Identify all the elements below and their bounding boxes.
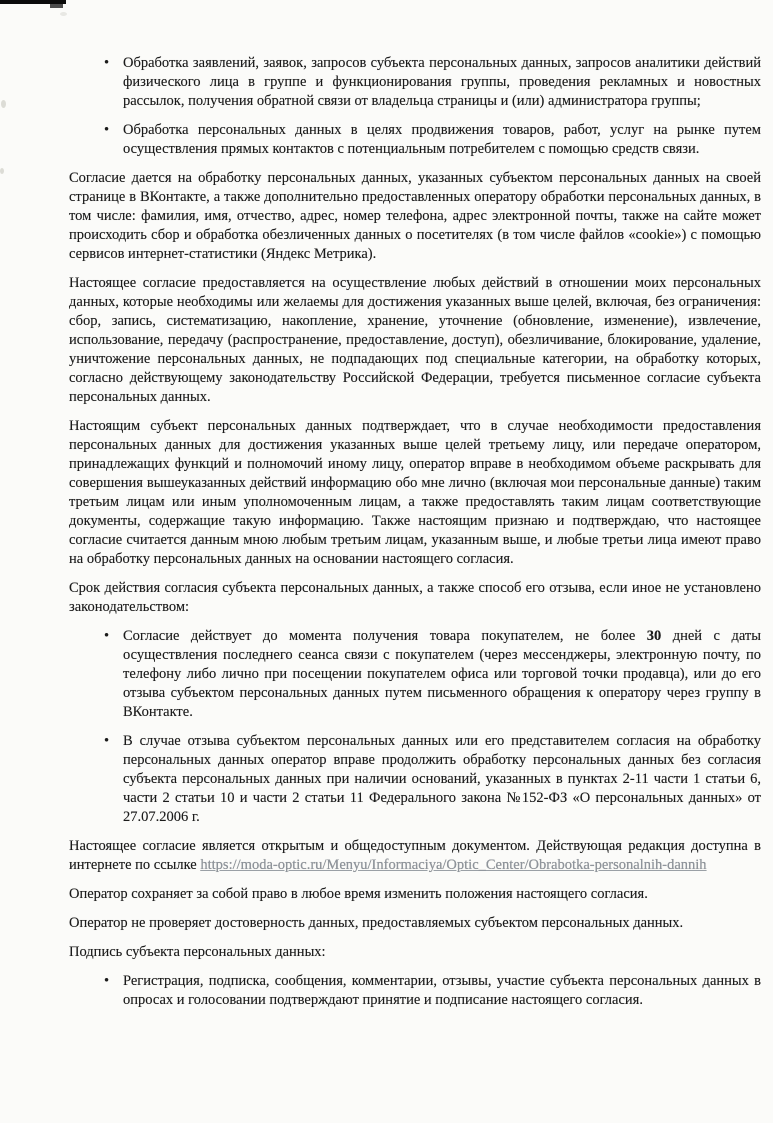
paragraph-operator-change-right: Оператор сохраняет за собой право в любое время изменить положения настоящего согласия.: [69, 886, 648, 902]
paragraph-signature-heading: Подпись субъекта персональных данных:: [69, 944, 326, 960]
paragraph-text: Настоящее согласие является открытым и общедоступным документом. Действующая редакция доступна в интернете по ссылке: [69, 838, 761, 873]
paragraph-operator-no-verify: Оператор не проверяет достоверность данных, предоставляемых субъектом персональных данных.: [69, 915, 684, 931]
bullet-text: Регистрация, подписка, сообщения, комментарии, отзывы, участие субъекта персональных данных в опросах и голосовании подтверждают принятие и подписание настоящего согласия.: [123, 973, 761, 1008]
bullet-item-promotion: [104, 121, 761, 159]
scan-speck: [0, 168, 4, 174]
document-link[interactable]: https://moda-optic.ru/Menyu/Informaciya/Optic_Center/Obrabotka-personalnih-dannih: [200, 857, 707, 873]
bullet-icon: •: [104, 733, 110, 749]
scan-artifact-mark: [0, 0, 66, 4]
paragraph-consent-scope: Согласие дается на обработку персональных данных, указанных субъектом персональных данных на своей странице в ВКонтакте, а также дополнительно предоставленных оператору обработки персональных данных, в том числе: фамилия, имя, отчество, адрес, номер телефона, адрес электронной почты, также на сайте может происходить сбор и обработка обезличенных данных о посетителях (в том числе файлов «cookie») с помощью сервисов интернет-статистики (Яндекс Метрика).: [69, 170, 761, 262]
bullet-text-pre: Согласие действует до момента получения товара покупателем, не более: [123, 628, 647, 644]
paragraph-third-parties: Настоящим субъект персональных данных подтверждает, что в случае необходимости предоставления персональных данных для достижения указанных выше целей третьему лицу, или передаче оператором, принадлежащих функций и полномочий иному лицу, оператор вправе в необходимом объеме раскрывать для совершения вышеуказанных действий информацию обо мне лично (включая мои персональные данные) таким третьим лицам или иным уполномоченным лицам, а также предоставлять таким лицам соответствующие документы, содержащие такую информацию. Также настоящим признаю и подтверждаю, что настоящее согласие считается данным мною любым третьим лицам, указанным выше, и любые третьи лица имеют право на обработку персональных данных на основании настоящего согласия.: [69, 418, 761, 567]
paragraph-open-document: [69, 837, 761, 875]
bold-days-count: 30: [646, 628, 662, 644]
bullet-item-signature-confirmation: [104, 972, 761, 1010]
bullet-icon: •: [104, 628, 110, 644]
bullet-icon: •: [104, 55, 110, 71]
paragraph-validity-intro: Срок действия согласия субъекта персональных данных, а также способ его отзыва, если иное не установлено законодательством:: [69, 580, 761, 615]
scan-speck: [60, 12, 67, 16]
bullet-icon: •: [104, 973, 110, 989]
document-content: [69, 54, 761, 1020]
bullet-text: В случае отзыва субъектом персональных данных или его представителем согласия на обработку персональных данных оператор вправе продолжить обработку персональных данных без согласия субъекта персональных данных при наличии оснований, указанных в пунктах 2-11 части 1 статьи 6, части 2 статьи 10 и части 2 статьи 11 Федерального закона №152-ФЗ «О персональных данных» от 27.07.2006 г.: [123, 733, 761, 825]
paragraph-actions-allowed: Настоящее согласие предоставляется на осуществление любых действий в отношении моих персональных данных, которые необходимы или желаемы для достижения указанных выше целей, включая, без ограничения: сбор, запись, систематизацию, накопление, хранение, уточнение (обновление, изменение), извлечение, использование, передачу (распространение, предоставление, доступ), обезличивание, блокирование, удаление, уничтожение персональных данных, не подпадающих под специальные категории, на обработку которых, согласно действующему законодательству Российской Федерации, требуется письменное согласие субъекта персональных данных.: [69, 275, 761, 405]
bullet-icon: •: [104, 122, 110, 138]
bullet-item-withdrawal: [104, 732, 761, 827]
bullet-text-post: дней с даты осуществления последнего сеанса связи с покупателем (через мессенджеры, электронную почту, по телефону либо лично при посещении покупателем офиса или торговой точки продавца), или до его отзыва субъектом персональных данных путем письменного обращения к оператору через группу в ВКонтакте.: [123, 628, 761, 720]
bullet-item-consent-duration: [104, 627, 761, 722]
bullet-text: Обработка заявлений, заявок, запросов субъекта персональных данных, запросов аналитики действий физического лица в группе и функционирования группы, проведения рекламных и новостных рассылок, получения обратной связи от владельца страницы и (или) администратора группы;: [123, 55, 761, 109]
bullet-item-processing-requests: [104, 54, 761, 111]
bullet-text: Обработка персональных данных в целях продвижения товаров, работ, услуг на рынке путем осуществления прямых контактов с потенциальным потребителем с помощью средств связи.: [123, 122, 761, 157]
scan-speck: [1, 100, 6, 108]
